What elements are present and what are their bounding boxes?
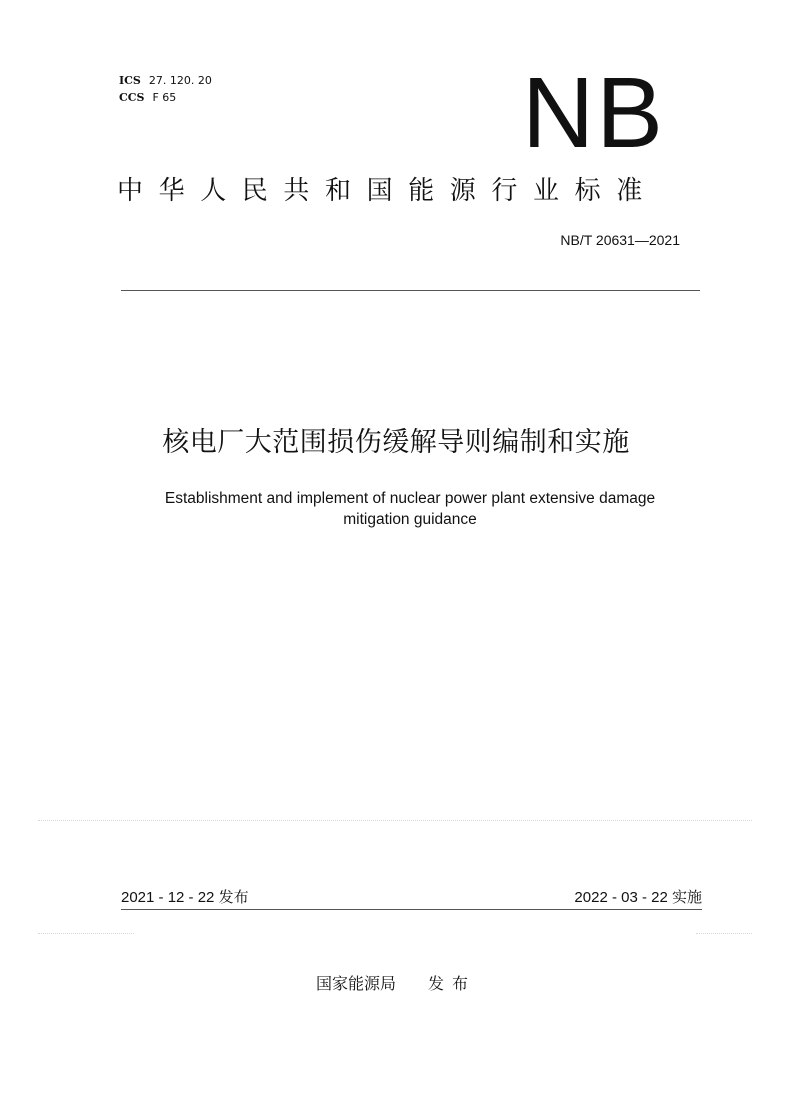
dotted-separator-left	[38, 933, 134, 934]
dotted-separator	[38, 820, 752, 821]
issuing-authority	[0, 973, 792, 995]
english-title-line-1: Establishment and implement of nuclear power plant extensive damage	[164, 490, 656, 507]
ics-code-row	[119, 72, 212, 89]
header-divider	[121, 290, 700, 291]
issuer-name: 国家能源局	[315, 974, 396, 993]
ics-label: ICS	[119, 74, 141, 87]
dotted-separator-right	[696, 933, 752, 934]
issuer-action: 发布	[428, 974, 477, 993]
ics-value: 27. 120. 20	[148, 74, 212, 87]
ccs-code-row	[119, 89, 212, 106]
nb-logo: NB	[522, 57, 665, 169]
issue-date: 2021 - 12 - 22 发布	[121, 889, 249, 906]
implementation-date: 2022 - 03 - 22 实施	[574, 889, 702, 906]
ccs-label: CCS	[119, 91, 145, 104]
standard-number: NB/T 20631—2021	[560, 232, 680, 248]
document-title-chinese: 核电厂大范围损伤缓解导则编制和实施	[162, 427, 630, 458]
english-title-line-2: mitigation guidance	[343, 511, 477, 528]
document-title-english	[100, 488, 720, 530]
standard-category: 中华人民共和国能源行业标准	[117, 176, 658, 206]
classification-codes	[119, 72, 212, 106]
footer-divider	[121, 909, 702, 910]
ccs-value: F 65	[152, 91, 177, 104]
